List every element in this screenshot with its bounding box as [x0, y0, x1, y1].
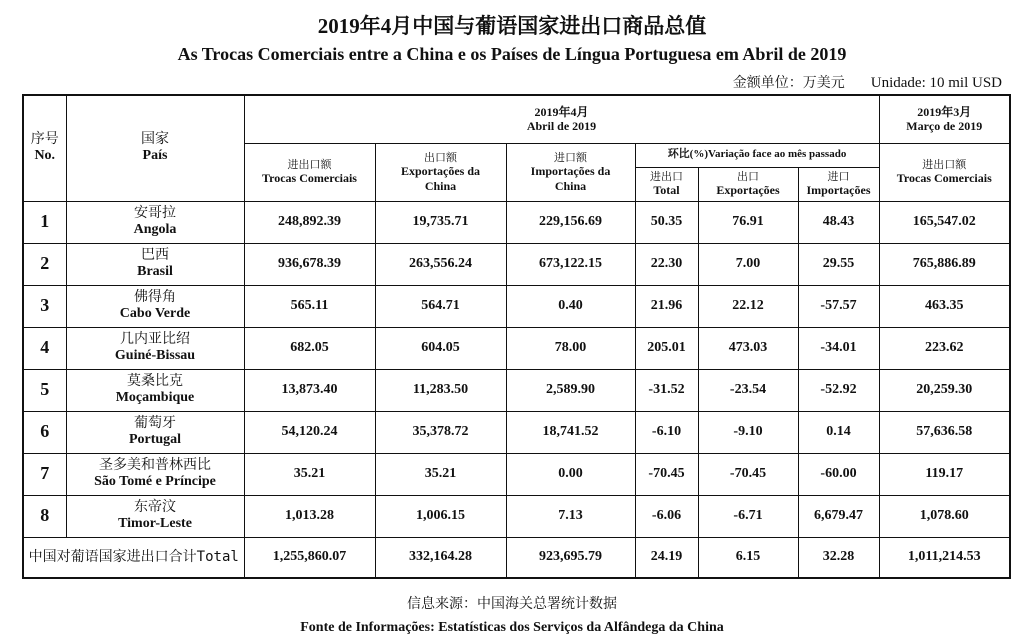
country-name-portuguese: Brasil — [137, 264, 173, 279]
table-row — [23, 327, 1010, 369]
cell-no: 2 — [23, 243, 66, 285]
country-name-chinese: 莫桑比克 — [127, 373, 183, 390]
cell-no: 8 — [23, 495, 66, 537]
country-name-chinese: 几内亚比绍 — [120, 331, 190, 348]
cell-country — [66, 327, 244, 369]
cell-trade: 682.05 — [244, 327, 375, 369]
header-variation: 环比(%)Variação face ao mês passado — [635, 143, 879, 167]
cell-var-imports: -52.92 — [798, 369, 879, 411]
cell-var-total: -6.06 — [635, 495, 698, 537]
country-name-chinese: 东帝汶 — [134, 499, 176, 516]
table-row — [23, 495, 1010, 537]
page-title-chinese: 2019年4月中国与葡语国家进出口商品总值 — [317, 14, 707, 38]
cell-imports: 78.00 — [506, 327, 635, 369]
cell-prev-trade: 765,886.89 — [879, 243, 1010, 285]
cell-var-total: 205.01 — [635, 327, 698, 369]
cell-exports: 1,006.15 — [375, 495, 506, 537]
country-name-portuguese: Guiné-Bissau — [114, 348, 196, 363]
header-imports: 进口额 Importações da China — [506, 143, 635, 201]
total-exports: 332,164.28 — [375, 537, 506, 578]
cell-imports: 673,122.15 — [506, 243, 635, 285]
cell-no: 6 — [23, 411, 66, 453]
country-name-chinese: 圣多美和普林西比 — [99, 457, 211, 474]
cell-var-total: -70.45 — [635, 453, 698, 495]
cell-prev-trade: 119.17 — [879, 453, 1010, 495]
total-var-exports: 6.15 — [698, 537, 798, 578]
cell-exports: 35,378.72 — [375, 411, 506, 453]
total-prev-trade: 1,011,214.53 — [879, 537, 1010, 578]
cell-country — [66, 453, 244, 495]
header-var-imports: 进口 Importações — [798, 167, 879, 201]
cell-var-imports: 6,679.47 — [798, 495, 879, 537]
cell-exports: 564.71 — [375, 285, 506, 327]
country-name-portuguese: Timor-Leste — [118, 516, 192, 531]
page-title-portuguese: As Trocas Comerciais entre a China e os Países de Língua Portuguesa em Abril de 2019 — [177, 44, 847, 64]
header-country: 国家 País — [66, 95, 244, 201]
cell-exports: 263,556.24 — [375, 243, 506, 285]
header-no: 序号 No. — [23, 95, 66, 201]
cell-var-imports: 48.43 — [798, 201, 879, 243]
header-var-exports: 出口 Exportações — [698, 167, 798, 201]
cell-country — [66, 285, 244, 327]
header-period-previous: 2019年3月 Março de 2019 — [879, 95, 1010, 143]
cell-var-exports: -70.45 — [698, 453, 798, 495]
cell-imports: 7.13 — [506, 495, 635, 537]
cell-imports: 18,741.52 — [506, 411, 635, 453]
cell-imports: 0.00 — [506, 453, 635, 495]
cell-prev-trade: 223.62 — [879, 327, 1010, 369]
cell-no: 5 — [23, 369, 66, 411]
header-row-1 — [23, 95, 1010, 143]
cell-exports: 11,283.50 — [375, 369, 506, 411]
header-prev-trade: 进出口额 Trocas Comerciais — [879, 143, 1010, 201]
country-name-portuguese: Cabo Verde — [119, 306, 191, 321]
table-row — [23, 453, 1010, 495]
cell-var-imports: 29.55 — [798, 243, 879, 285]
cell-var-exports: -9.10 — [698, 411, 798, 453]
cell-var-imports: -34.01 — [798, 327, 879, 369]
cell-country — [66, 495, 244, 537]
total-var-total: 24.19 — [635, 537, 698, 578]
cell-country — [66, 369, 244, 411]
cell-trade: 248,892.39 — [244, 201, 375, 243]
cell-var-imports: 0.14 — [798, 411, 879, 453]
cell-prev-trade: 1,078.60 — [879, 495, 1010, 537]
cell-prev-trade: 57,636.58 — [879, 411, 1010, 453]
cell-var-exports: 7.00 — [698, 243, 798, 285]
table-row — [23, 285, 1010, 327]
cell-trade: 565.11 — [244, 285, 375, 327]
cell-var-exports: 473.03 — [698, 327, 798, 369]
country-name-chinese: 安哥拉 — [134, 205, 176, 222]
cell-exports: 19,735.71 — [375, 201, 506, 243]
cell-imports: 0.40 — [506, 285, 635, 327]
country-name-portuguese: Portugal — [128, 432, 182, 447]
country-name-portuguese: São Tomé e Príncipe — [94, 474, 216, 489]
unit-note-portuguese: Unidade: 10 mil USD — [870, 75, 1002, 91]
country-name-portuguese: Angola — [133, 222, 177, 237]
table-row — [23, 243, 1010, 285]
country-name-chinese: 葡萄牙 — [134, 415, 176, 432]
cell-var-imports: -60.00 — [798, 453, 879, 495]
cell-trade: 1,013.28 — [244, 495, 375, 537]
cell-country — [66, 201, 244, 243]
cell-var-total: -31.52 — [635, 369, 698, 411]
cell-var-exports: -23.54 — [698, 369, 798, 411]
cell-exports: 604.05 — [375, 327, 506, 369]
country-name-chinese: 佛得角 — [134, 289, 176, 306]
source-note-chinese: 信息来源：中国海关总署统计数据 — [407, 596, 617, 612]
cell-trade: 936,678.39 — [244, 243, 375, 285]
unit-note — [733, 72, 1002, 92]
cell-prev-trade: 463.35 — [879, 285, 1010, 327]
table-row — [23, 411, 1010, 453]
source-note-portuguese: Fonte de Informações: Estatísticas dos Serviços da Alfândega da China — [300, 620, 724, 635]
total-trade: 1,255,860.07 — [244, 537, 375, 578]
cell-var-exports: -6.71 — [698, 495, 798, 537]
header-exports: 出口额 Exportações da China — [375, 143, 506, 201]
cell-exports: 35.21 — [375, 453, 506, 495]
cell-var-total: 21.96 — [635, 285, 698, 327]
cell-country — [66, 243, 244, 285]
cell-var-total: 22.30 — [635, 243, 698, 285]
cell-imports: 2,589.90 — [506, 369, 635, 411]
cell-no: 3 — [23, 285, 66, 327]
header-period-current: 2019年4月 Abril de 2019 — [244, 95, 879, 143]
cell-no: 4 — [23, 327, 66, 369]
table-row — [23, 369, 1010, 411]
table-row — [23, 201, 1010, 243]
trade-table — [22, 94, 1011, 579]
cell-var-total: 50.35 — [635, 201, 698, 243]
cell-var-exports: 76.91 — [698, 201, 798, 243]
cell-prev-trade: 20,259.30 — [879, 369, 1010, 411]
cell-var-imports: -57.57 — [798, 285, 879, 327]
cell-prev-trade: 165,547.02 — [879, 201, 1010, 243]
table-body — [23, 201, 1010, 537]
total-imports: 923,695.79 — [506, 537, 635, 578]
cell-trade: 13,873.40 — [244, 369, 375, 411]
total-label: 中国对葡语国家进出口合计Total — [23, 537, 244, 578]
header-trade: 进出口额 Trocas Comerciais — [244, 143, 375, 201]
cell-var-exports: 22.12 — [698, 285, 798, 327]
cell-imports: 229,156.69 — [506, 201, 635, 243]
cell-country — [66, 411, 244, 453]
country-name-chinese: 巴西 — [141, 247, 169, 264]
country-name-portuguese: Moçambique — [115, 390, 195, 405]
unit-note-chinese: 金额单位：万美元 — [732, 75, 845, 91]
cell-no: 1 — [23, 201, 66, 243]
header-var-total: 进出口 Total — [635, 167, 698, 201]
cell-var-total: -6.10 — [635, 411, 698, 453]
cell-no: 7 — [23, 453, 66, 495]
total-var-imports: 32.28 — [798, 537, 879, 578]
total-row — [23, 537, 1010, 578]
cell-trade: 54,120.24 — [244, 411, 375, 453]
cell-trade: 35.21 — [244, 453, 375, 495]
